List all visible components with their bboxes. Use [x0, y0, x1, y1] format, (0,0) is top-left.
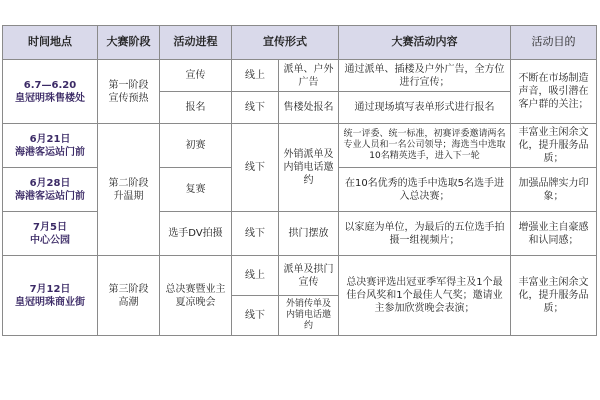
table-row	[3, 124, 597, 168]
phase1-channel-2: 线下	[232, 92, 279, 124]
phase2-progress-1: 初赛	[160, 124, 232, 168]
phase3-progress: 总决赛暨业主夏凉晚会	[160, 256, 232, 336]
header-time-place: 时间地点	[3, 26, 98, 60]
phase3-time-place	[3, 256, 98, 336]
phase1-purpose: 不断在市场制造声音，吸引潜在客户群的关注；	[511, 60, 597, 124]
phase3-method-2: 外销传单及内销电话邀约	[279, 296, 339, 336]
phase2-purpose-2: 加强品牌实力印象；	[511, 168, 597, 212]
phase3-stage	[98, 256, 160, 336]
header-purpose: 活动目的	[511, 26, 597, 60]
header-stage: 大赛阶段	[98, 26, 160, 60]
phase1-place: 皇冠明珠售楼处	[15, 92, 85, 104]
phase3-channel-1: 线上	[232, 256, 279, 296]
phase2-date-3: 7月5日	[33, 221, 67, 233]
phase2-time-place-1	[3, 124, 98, 168]
phase1-time: 6.7—6.20	[23, 79, 77, 91]
phase1-method-1: 派单、户外广告	[279, 60, 339, 92]
header-form: 宣传形式	[232, 26, 339, 60]
table-row	[3, 212, 597, 256]
table-row	[3, 60, 597, 92]
phase1-progress-1: 宣传	[160, 60, 232, 92]
phase2-channel-3: 线下	[232, 212, 279, 256]
phase2-stage-line2: 升温期	[113, 190, 144, 202]
header-row	[3, 26, 597, 60]
phase2-place-1: 海港客运站门前	[15, 146, 85, 158]
phase2-place-2: 海港客运站门前	[15, 190, 85, 202]
phase2-method-3: 拱门摆放	[279, 212, 339, 256]
phase2-time-place-2	[3, 168, 98, 212]
phase3-purpose: 丰富业主闲余文化，提升服务品质；	[511, 256, 597, 336]
phase1-stage-line2: 宣传预热	[108, 92, 149, 104]
phase2-stage-line1: 第二阶段	[108, 177, 149, 189]
phase2-stage	[98, 124, 160, 256]
phase2-content-1: 统一评委、统一标准，初赛评委邀请两名专业人员和一名公司领导；海选当中选取10名精英选手，进入下一轮	[339, 124, 511, 168]
phase2-shared-channel: 线下	[232, 124, 279, 212]
phase1-method-2: 售楼处报名	[279, 92, 339, 124]
phase2-purpose-1: 丰富业主闲余文化，提升服务品质；	[511, 124, 597, 168]
phase2-place-3: 中心公园	[30, 234, 70, 246]
phase3-channel-2: 线下	[232, 296, 279, 336]
phase3-stage-line1: 第三阶段	[108, 283, 149, 295]
phase2-shared-method: 外销派单及内销电话邀约	[279, 124, 339, 212]
header-progress: 活动进程	[160, 26, 232, 60]
phase2-content-3: 以家庭为单位，为最后的五位选手拍摄一组视频片；	[339, 212, 511, 256]
phase3-content: 总决赛评选出冠亚季军得主及1个最佳台风奖和1个最佳人气奖；邀请业主参加欣赏晚会表演；	[339, 256, 511, 336]
schedule-table	[2, 25, 597, 336]
phase1-time-place	[3, 60, 98, 124]
phase2-date-1: 6月21日	[29, 133, 71, 145]
phase2-content-2: 在10名优秀的选手中选取5名选手进入总决赛；	[339, 168, 511, 212]
phase2-purpose-3: 增强业主自豪感和认同感；	[511, 212, 597, 256]
phase1-stage-line1: 第一阶段	[108, 79, 149, 91]
phase3-method-1: 派单及拱门宣传	[279, 256, 339, 296]
phase2-date-2: 6月28日	[29, 177, 71, 189]
phase1-progress-2: 报名	[160, 92, 232, 124]
phase1-stage	[98, 60, 160, 124]
header-content: 大赛活动内容	[339, 26, 511, 60]
phase3-time: 7月12日	[29, 283, 71, 295]
table-row	[3, 256, 597, 296]
phase2-time-place-3	[3, 212, 98, 256]
phase2-progress-3: 选手DV拍摄	[160, 212, 232, 256]
phase1-content-1: 通过派单、插楼及户外广告，全方位进行宣传；	[339, 60, 511, 92]
phase3-stage-line2: 高潮	[118, 296, 139, 308]
phase1-channel-1: 线上	[232, 60, 279, 92]
phase3-place: 皇冠明珠商业街	[15, 296, 85, 308]
phase1-content-2: 通过现场填写表单形式进行报名	[339, 92, 511, 124]
phase2-progress-2: 复赛	[160, 168, 232, 212]
